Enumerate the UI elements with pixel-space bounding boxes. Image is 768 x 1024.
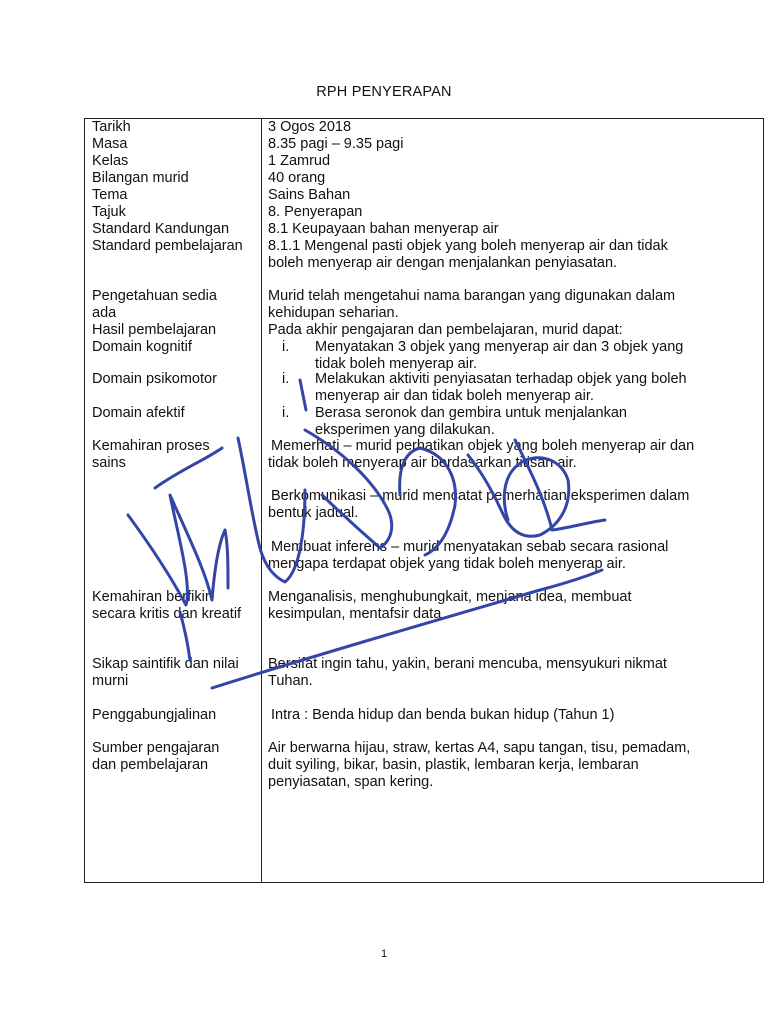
- label-domain-kognitif: Domain kognitif: [92, 339, 192, 355]
- value-bilangan-murid: 40 orang: [268, 170, 326, 186]
- value-penggabungjalinan: Intra : Benda hidup dan benda bukan hidup (Tahun 1): [271, 707, 615, 723]
- list-text-line2: tidak boleh menyerap air.: [315, 356, 478, 372]
- value-hasil-pembelajaran: Pada akhir pengajaran dan pembelajaran, murid dapat:: [268, 322, 623, 338]
- label-kemahiran-proses-line2: sains: [92, 455, 126, 471]
- label-masa: Masa: [92, 136, 128, 152]
- label-kbkk-line2: secara kritis dan kreatif: [92, 606, 242, 622]
- value-kelas: 1 Zamrud: [268, 153, 331, 169]
- value-berkomunikasi-line1: Berkomunikasi – murid mencatat pemerhatian eksperimen dalam: [271, 488, 690, 504]
- value-pengetahuan-sedia-line1: Murid telah mengetahui nama barangan yang digunakan dalam: [268, 288, 676, 304]
- value-standard-pembelajaran-line1: 8.1.1 Mengenal pasti objek yang boleh menyerap air dan tidak: [268, 238, 668, 254]
- value-inferens-line2: mengapa terdapat objek yang tidak boleh menyerap air.: [268, 556, 626, 572]
- value-sumber-line2: duit syiling, bikar, basin, plastik, lembaran kerja, lembaran: [268, 757, 639, 773]
- value-sumber-line3: penyiasatan, span kering.: [268, 774, 434, 790]
- column-divider: [261, 119, 262, 882]
- value-pengetahuan-sedia-line2: kehidupan seharian.: [268, 305, 399, 321]
- label-standard-pembelajaran: Standard pembelajaran: [92, 238, 243, 254]
- value-sikap-saintifik-line1: Bersifat ingin tahu, yakin, berani mencuba, mensyukuri nikmat: [268, 656, 667, 672]
- label-bilangan-murid: Bilangan murid: [92, 170, 189, 186]
- page-title: RPH PENYERAPAN: [316, 84, 452, 100]
- label-kelas: Kelas: [92, 153, 129, 169]
- label-pengetahuan-sedia-line1: Pengetahuan sedia: [92, 288, 217, 304]
- list-text-line1: Menyatakan 3 objek yang menyerap air dan 3 objek yang: [315, 339, 684, 355]
- value-standard-kandungan: 8.1 Keupayaan bahan menyerap air: [268, 221, 499, 237]
- value-sikap-saintifik-line2: Tuhan.: [268, 673, 313, 689]
- label-sumber-line1: Sumber pengajaran: [92, 740, 220, 756]
- label-sikap-saintifik-line1: Sikap saintifik dan nilai: [92, 656, 239, 672]
- label-domain-afektif: Domain afektif: [92, 405, 185, 421]
- value-tajuk: 8. Penyerapan: [268, 204, 363, 220]
- value-tarikh: 3 Ogos 2018: [268, 119, 352, 135]
- value-standard-pembelajaran-line2: boleh menyerap air dengan menjalankan penyiasatan.: [268, 255, 618, 271]
- label-sikap-saintifik-line2: murni: [92, 673, 129, 689]
- value-berkomunikasi-line2: bentuk jadual.: [268, 505, 359, 521]
- value-memerhati-line2: tidak boleh menyerap air berdasarkan titisan air.: [268, 455, 577, 471]
- value-kbkk-line2: kesimpulan, mentafsir data: [268, 606, 442, 622]
- value-inferens-line1: Membuat inferens – murid menyatakan sebab secara rasional: [271, 539, 669, 555]
- value-masa: 8.35 pagi – 9.35 pagi: [268, 136, 404, 152]
- label-pengetahuan-sedia-line2: ada: [92, 305, 117, 321]
- label-kemahiran-proses-line1: Kemahiran proses: [92, 438, 210, 454]
- value-memerhati-line1: Memerhati – murid perhatikan objek yang boleh menyerap air dan: [271, 438, 695, 454]
- value-kbkk-line1: Menganalisis, menghubungkait, menjana idea, membuat: [268, 589, 632, 605]
- list-text-line2: eksperimen yang dilakukan.: [315, 422, 495, 438]
- list-text-line2: menyerap air dan tidak boleh menyerap air.: [315, 388, 594, 404]
- label-tarikh: Tarikh: [92, 119, 131, 135]
- value-sumber-line1: Air berwarna hijau, straw, kertas A4, sapu tangan, tisu, pemadam,: [268, 740, 691, 756]
- label-kbkk-line1: Kemahiran berfikir: [92, 589, 210, 605]
- value-tema: Sains Bahan: [268, 187, 351, 203]
- lesson-plan-table: [84, 118, 764, 883]
- list-number: i.: [282, 405, 290, 421]
- label-tajuk: Tajuk: [92, 204, 126, 220]
- label-hasil-pembelajaran: Hasil pembelajaran: [92, 322, 217, 338]
- label-standard-kandungan: Standard Kandungan: [92, 221, 230, 237]
- list-text-line1: Melakukan aktiviti penyiasatan terhadap objek yang boleh: [315, 371, 687, 387]
- label-penggabungjalinan: Penggabungjalinan: [92, 707, 217, 723]
- label-tema: Tema: [92, 187, 128, 203]
- label-domain-psikomotor: Domain psikomotor: [92, 371, 217, 387]
- page-number: 1: [380, 948, 388, 960]
- label-sumber-line2: dan pembelajaran: [92, 757, 209, 773]
- list-number: i.: [282, 371, 290, 387]
- list-number: i.: [282, 339, 290, 355]
- list-text-line1: Berasa seronok dan gembira untuk menjalankan: [315, 405, 627, 421]
